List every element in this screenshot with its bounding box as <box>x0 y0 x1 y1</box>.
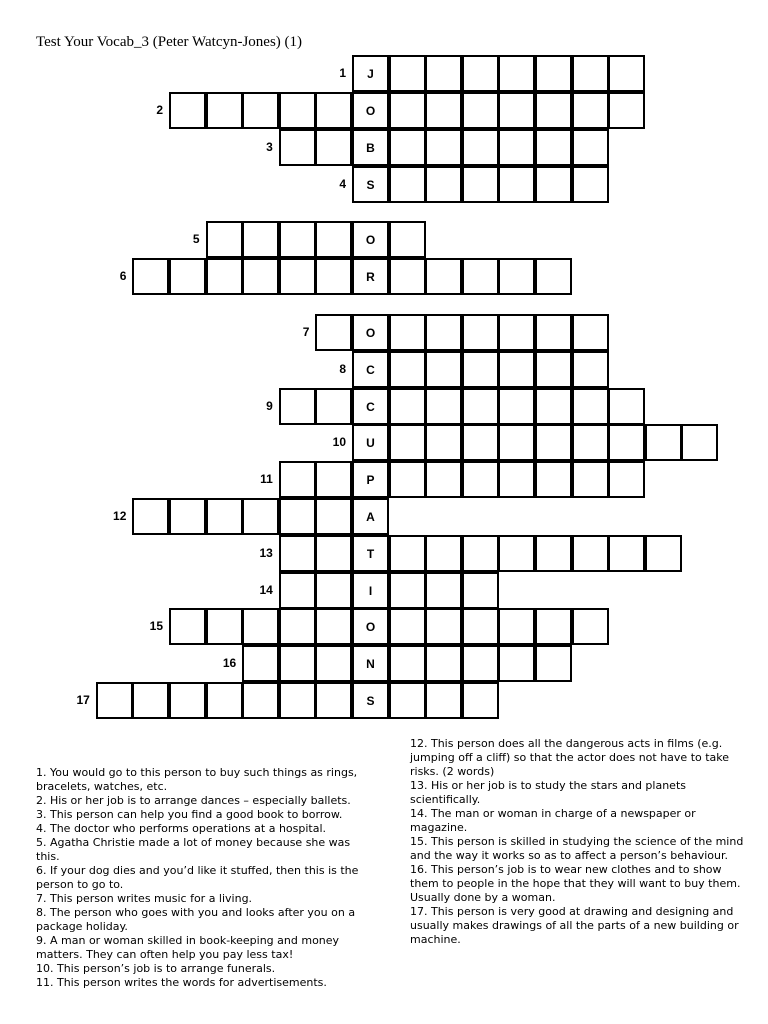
crossword-key-cell[interactable]: N <box>352 645 389 682</box>
crossword-cell[interactable] <box>389 572 426 609</box>
crossword-cell[interactable] <box>535 314 572 351</box>
crossword-cell[interactable] <box>645 535 682 572</box>
crossword-cell[interactable] <box>389 221 426 258</box>
crossword-cell[interactable] <box>389 388 426 425</box>
crossword-cell[interactable] <box>206 92 243 129</box>
crossword-cell[interactable] <box>315 535 352 572</box>
crossword-cell[interactable] <box>498 388 535 425</box>
crossword-cell[interactable] <box>535 535 572 572</box>
clue-number: 2 <box>156 103 163 117</box>
crossword-cell[interactable] <box>425 129 462 166</box>
clue-text: 7. This person writes music for a living. <box>36 892 253 905</box>
clue-text: 16. This person’s job is to wear new clothes and to show them to people in the hope that they will want to buy them. Usually done by a woman. <box>410 863 741 904</box>
crossword-cell[interactable] <box>206 498 243 535</box>
crossword-cell[interactable] <box>315 645 352 682</box>
crossword-cell[interactable] <box>608 55 645 92</box>
crossword-cell[interactable] <box>425 258 462 295</box>
crossword-cell[interactable] <box>572 55 609 92</box>
crossword-cell[interactable] <box>315 92 352 129</box>
clues-list-right <box>410 737 750 947</box>
crossword-cell[interactable] <box>498 129 535 166</box>
crossword-cell[interactable] <box>462 608 499 645</box>
crossword-cell[interactable] <box>535 388 572 425</box>
crossword-cell[interactable] <box>462 424 499 461</box>
crossword-cell[interactable] <box>315 221 352 258</box>
crossword-cell[interactable] <box>498 92 535 129</box>
crossword-cell[interactable] <box>389 129 426 166</box>
clue-number: 4 <box>339 177 346 191</box>
crossword-key-cell[interactable]: A <box>352 498 389 535</box>
crossword-cell[interactable] <box>535 461 572 498</box>
clue-number: 11 <box>260 472 273 486</box>
crossword-cell[interactable] <box>572 92 609 129</box>
crossword-cell[interactable] <box>169 258 206 295</box>
crossword-cell[interactable] <box>572 388 609 425</box>
crossword-cell[interactable] <box>389 535 426 572</box>
crossword-cell[interactable] <box>645 424 682 461</box>
crossword-cell[interactable] <box>462 572 499 609</box>
crossword-cell[interactable] <box>279 498 316 535</box>
crossword-cell[interactable] <box>425 351 462 388</box>
crossword-cell[interactable] <box>425 461 462 498</box>
crossword-cell[interactable] <box>425 424 462 461</box>
clue-number: 12 <box>113 509 127 523</box>
clue-text: 12. This person does all the dangerous acts in films (e.g. jumping off a cliff) so that the actor does not have to take risks. (2 words) <box>410 737 730 778</box>
crossword-cell[interactable] <box>425 535 462 572</box>
crossword-cell[interactable] <box>389 351 426 388</box>
crossword-cell[interactable] <box>315 314 352 351</box>
crossword-cell[interactable] <box>572 351 609 388</box>
clue-number: 5 <box>192 232 200 246</box>
clue-number: 15 <box>149 619 163 633</box>
crossword-cell[interactable] <box>279 258 316 295</box>
crossword-cell[interactable] <box>425 572 462 609</box>
crossword-key-cell[interactable]: C <box>352 388 389 425</box>
crossword-cell[interactable] <box>315 258 352 295</box>
crossword-key-cell[interactable]: O <box>352 608 389 645</box>
crossword-cell[interactable] <box>608 92 645 129</box>
crossword-cell[interactable] <box>279 221 316 258</box>
clue-text: 9. A man or woman skilled in book-keeping and money matters. They can often help you pay less tax! <box>36 934 340 961</box>
crossword-cell[interactable] <box>572 424 609 461</box>
crossword-cell[interactable] <box>315 461 352 498</box>
crossword-cell[interactable] <box>206 608 243 645</box>
crossword-cell[interactable] <box>315 388 352 425</box>
crossword-cell[interactable] <box>498 258 535 295</box>
crossword-cell[interactable] <box>389 682 426 719</box>
crossword-cell[interactable] <box>242 221 279 258</box>
crossword-cell[interactable] <box>462 129 499 166</box>
crossword-cell[interactable] <box>242 645 279 682</box>
clue-number: 6 <box>119 269 127 283</box>
clue-text: 11. This person writes the words for advertisements. <box>36 976 327 989</box>
crossword-cell[interactable] <box>279 608 316 645</box>
crossword-cell[interactable] <box>608 424 645 461</box>
crossword-cell[interactable] <box>462 645 499 682</box>
crossword-cell[interactable] <box>535 351 572 388</box>
crossword-key-cell[interactable]: O <box>352 314 389 351</box>
crossword-cell[interactable] <box>535 608 572 645</box>
crossword-cell[interactable] <box>242 498 279 535</box>
crossword-cell[interactable] <box>608 461 645 498</box>
crossword-cell[interactable] <box>169 682 206 719</box>
crossword-cell[interactable] <box>498 461 535 498</box>
clue-number: 13 <box>259 546 273 560</box>
crossword-cell[interactable] <box>206 221 243 258</box>
crossword-cell[interactable] <box>242 92 279 129</box>
crossword-cell[interactable] <box>462 535 499 572</box>
crossword-key-cell[interactable]: J <box>352 55 389 92</box>
crossword-cell[interactable] <box>572 608 609 645</box>
clue-text: 15. This person is skilled in studying the science of the mind and the way it works so as to affect a person’s behaviour. <box>410 835 744 862</box>
crossword-cell[interactable] <box>462 55 499 92</box>
crossword-cell[interactable] <box>425 314 462 351</box>
crossword-cell[interactable] <box>498 351 535 388</box>
crossword-cell[interactable] <box>425 166 462 203</box>
crossword-key-cell[interactable]: B <box>352 129 389 166</box>
crossword-cell[interactable] <box>535 55 572 92</box>
crossword-cell[interactable] <box>425 608 462 645</box>
crossword-key-cell[interactable]: O <box>352 92 389 129</box>
crossword-cell[interactable] <box>279 572 316 609</box>
clue-number: 9 <box>266 399 273 413</box>
clue-number: 16 <box>222 656 237 670</box>
crossword-cell[interactable] <box>498 55 535 92</box>
crossword-cell[interactable] <box>315 572 352 609</box>
clue-number: 10 <box>332 435 346 449</box>
clue-number: 1 <box>339 66 346 80</box>
crossword-cell[interactable] <box>608 388 645 425</box>
clue-number: 17 <box>76 693 90 707</box>
crossword-cell[interactable] <box>132 258 169 295</box>
crossword-key-cell[interactable]: C <box>352 351 389 388</box>
clue-text: 1. You would go to this person to buy such things as rings, bracelets, watches, etc. <box>36 766 358 793</box>
crossword-cell[interactable] <box>572 166 609 203</box>
crossword-cell[interactable] <box>535 166 572 203</box>
crossword-cell[interactable] <box>389 92 426 129</box>
crossword-cell[interactable] <box>206 258 243 295</box>
crossword-cell[interactable] <box>535 645 572 682</box>
crossword-cell[interactable] <box>572 129 609 166</box>
crossword-cell[interactable] <box>498 166 535 203</box>
crossword-cell[interactable] <box>681 424 718 461</box>
crossword-cell[interactable] <box>279 535 316 572</box>
crossword-cell[interactable] <box>535 129 572 166</box>
crossword-cell[interactable] <box>498 645 535 682</box>
crossword-cell[interactable] <box>462 351 499 388</box>
crossword-cell[interactable] <box>169 498 206 535</box>
clue-text: 14. The man or woman in charge of a newspaper or magazine. <box>410 807 696 834</box>
crossword-key-cell[interactable]: S <box>352 682 389 719</box>
clue-text: 2. His or her job is to arrange dances – especially ballets. <box>36 794 351 807</box>
crossword-cell[interactable] <box>279 682 316 719</box>
document-title: Test Your Vocab_3 (Peter Watcyn-Jones) (1) <box>36 34 303 50</box>
crossword-cell[interactable] <box>498 608 535 645</box>
clue-text: 5. Agatha Christie made a lot of money because she was this. <box>36 836 351 863</box>
crossword-cell[interactable] <box>242 608 279 645</box>
crossword-cell[interactable] <box>425 92 462 129</box>
crossword-cell[interactable] <box>498 535 535 572</box>
clue-text: 17. This person is very good at drawing and designing and usually makes drawings of all the parts of a new building or machine. <box>410 905 739 946</box>
crossword-cell[interactable] <box>425 388 462 425</box>
crossword-cell[interactable] <box>462 92 499 129</box>
crossword-cell[interactable] <box>608 535 645 572</box>
clue-number: 14 <box>259 583 273 597</box>
clue-number: 7 <box>302 325 310 339</box>
crossword-cell[interactable] <box>279 388 316 425</box>
crossword-cell[interactable] <box>279 461 316 498</box>
crossword-cell[interactable] <box>498 314 535 351</box>
crossword-cell[interactable] <box>389 314 426 351</box>
crossword-cell[interactable] <box>535 424 572 461</box>
crossword-cell[interactable] <box>389 461 426 498</box>
crossword-cell[interactable] <box>132 682 169 719</box>
crossword-cell[interactable] <box>425 645 462 682</box>
crossword-cell[interactable] <box>389 424 426 461</box>
crossword-cell[interactable] <box>315 682 352 719</box>
crossword-key-cell[interactable]: U <box>352 424 389 461</box>
crossword-cell[interactable] <box>425 55 462 92</box>
clue-number: 3 <box>266 140 273 154</box>
crossword-cell[interactable] <box>315 608 352 645</box>
crossword-key-cell[interactable]: I <box>352 572 389 609</box>
crossword-cell[interactable] <box>498 424 535 461</box>
crossword-cell[interactable] <box>242 258 279 295</box>
clue-text: 13. His or her job is to study the stars and planets scientifically. <box>410 779 686 806</box>
crossword-cell[interactable] <box>389 645 426 682</box>
crossword-cell[interactable] <box>462 314 499 351</box>
crossword-cell[interactable] <box>462 258 499 295</box>
crossword-cell[interactable] <box>389 55 426 92</box>
clue-text: 4. The doctor who performs operations at a hospital. <box>36 822 327 835</box>
crossword-cell[interactable] <box>315 498 352 535</box>
crossword-key-cell[interactable]: T <box>352 535 389 572</box>
crossword-cell[interactable] <box>315 129 352 166</box>
clue-text: 3. This person can help you find a good book to borrow. <box>36 808 343 821</box>
crossword-cell[interactable] <box>96 682 133 719</box>
crossword-cell[interactable] <box>535 92 572 129</box>
clues-list-left <box>36 766 374 990</box>
crossword-cell[interactable] <box>242 682 279 719</box>
crossword-cell[interactable] <box>462 388 499 425</box>
crossword-cell[interactable] <box>169 608 206 645</box>
crossword-cell[interactable] <box>572 461 609 498</box>
crossword-cell[interactable] <box>389 258 426 295</box>
crossword-cell[interactable] <box>169 92 206 129</box>
clue-text: 6. If your dog dies and you’d like it stuffed, then this is the person to go to. <box>36 864 359 891</box>
crossword-key-cell[interactable]: P <box>352 461 389 498</box>
crossword-cell[interactable] <box>279 645 316 682</box>
crossword-key-cell[interactable]: S <box>352 166 389 203</box>
crossword-cell[interactable] <box>425 682 462 719</box>
clue-text: 8. The person who goes with you and looks after you on a package holiday. <box>36 906 356 933</box>
crossword-cell[interactable] <box>132 498 169 535</box>
crossword-cell[interactable] <box>462 461 499 498</box>
crossword-key-cell[interactable]: R <box>352 258 389 295</box>
crossword-cell[interactable] <box>462 682 499 719</box>
crossword-cell[interactable] <box>572 314 609 351</box>
crossword-cell[interactable] <box>535 258 572 295</box>
crossword-cell[interactable] <box>389 166 426 203</box>
crossword-cell[interactable] <box>572 535 609 572</box>
crossword-cell[interactable] <box>279 92 316 129</box>
clue-text: 10. This person’s job is to arrange funerals. <box>36 962 276 975</box>
crossword-cell[interactable] <box>206 682 243 719</box>
crossword-cell[interactable] <box>279 129 316 166</box>
crossword-cell[interactable] <box>462 166 499 203</box>
crossword-cell[interactable] <box>389 608 426 645</box>
clue-number: 8 <box>339 362 346 376</box>
crossword-key-cell[interactable]: O <box>352 221 389 258</box>
